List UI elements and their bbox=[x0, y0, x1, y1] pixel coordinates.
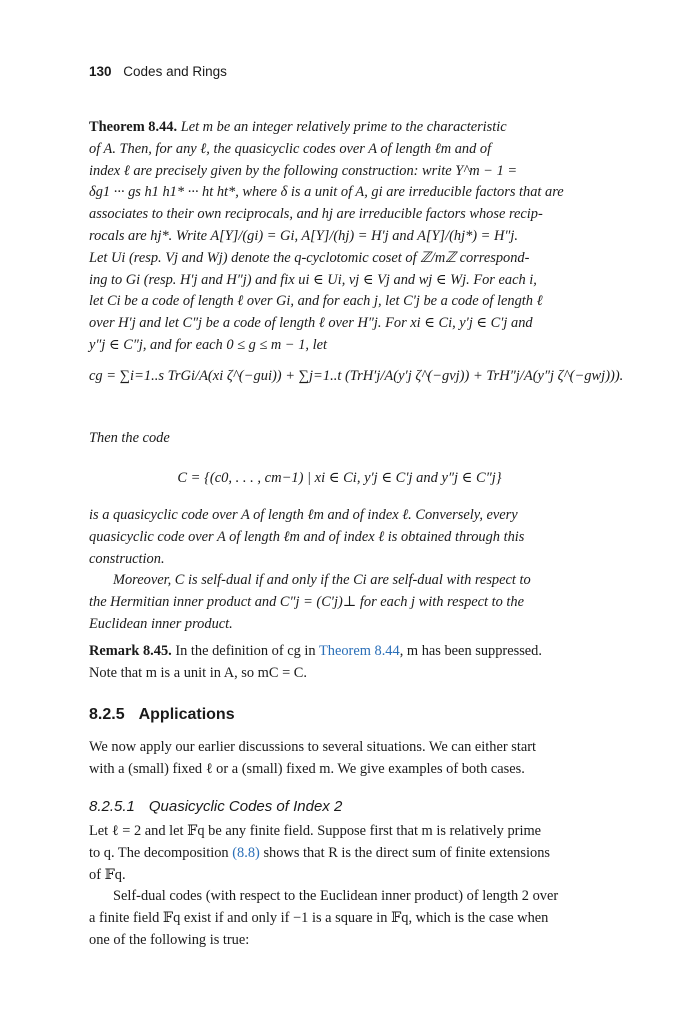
theorem-line: y″j ∈ C″j, and for each 0 ≤ g ≤ m − 1, let bbox=[89, 336, 328, 353]
subsection-heading bbox=[89, 798, 356, 815]
theorem-line: of A. Then, for any ℓ, the quasicyclic codes over A of length ℓm and of bbox=[89, 140, 492, 157]
conclusion-line: Euclidean inner product. bbox=[89, 615, 233, 632]
theorem-line: let Ci be a code of length ℓ over Gi, and for each j, let C′j be a code of length ℓ bbox=[89, 293, 543, 310]
subsection-line: of 𝔽q. bbox=[89, 866, 126, 883]
subsection-line: Self-dual codes (with respect to the Euclidean inner product) of length 2 over bbox=[113, 888, 559, 905]
section-heading bbox=[89, 706, 249, 724]
conclusion-line: is a quasicyclic code over A of length ℓm and of index ℓ. Conversely, every bbox=[89, 507, 518, 523]
subsection-line: a finite field 𝔽q exist if and only if −1 is a square in 𝔽q, which is the case when bbox=[89, 910, 549, 927]
subsection-title: Quasicyclic Codes of Index 2 bbox=[148, 798, 343, 815]
subsection-line: to q. The decomposition (8.8) shows that R is the direct sum of finite extensions bbox=[89, 844, 551, 861]
theorem-line: Theorem 8.44. Let m be an integer relatively prime to the characteristic bbox=[89, 119, 507, 135]
subsection-line: one of the following is true: bbox=[89, 931, 250, 948]
conclusion-line: Moreover, C is self-dual if and only if the Ci are self-dual with respect to bbox=[113, 572, 531, 589]
section-line: with a (small) fixed ℓ or a (small) fixed m. We give examples of both cases. bbox=[89, 760, 525, 777]
remark-label: Remark 8.45. bbox=[89, 643, 172, 659]
section-title: Applications bbox=[138, 706, 235, 723]
running-header bbox=[89, 64, 227, 79]
subsection-paragraph bbox=[89, 821, 590, 952]
theorem-8-44-link[interactable]: Theorem 8.44 bbox=[318, 643, 400, 659]
conclusion-line: construction. bbox=[89, 550, 165, 567]
equation-8-8-link[interactable]: (8.8) bbox=[232, 844, 260, 861]
theorem-line: Let Ui (resp. Vj and Wj) denote the q-cyclotomic coset of ℤ/mℤ correspond- bbox=[89, 249, 530, 266]
theorem-line: associates to their own reciprocals, and hj are irreducible factors whose recip- bbox=[89, 206, 543, 223]
theorem-line: δg1 ··· gs h1 h1* ··· ht ht*, where δ is a unit of A, gi are irreducible factors that are bbox=[89, 184, 564, 201]
theorem-8-44 bbox=[89, 117, 590, 357]
running-title: Codes and Rings bbox=[123, 64, 227, 79]
theorem-conclusion bbox=[89, 505, 590, 636]
section-number: 8.2.5 bbox=[89, 706, 125, 723]
theorem-label: Theorem 8.44. bbox=[89, 119, 178, 135]
conclusion-line: the Hermitian inner product and C″j = (C′j)⊥ for each j with respect to the bbox=[89, 594, 525, 611]
subsection-number: 8.2.5.1 bbox=[89, 798, 135, 815]
remark-line: Note that m is a unit in A, so mC = C. bbox=[89, 664, 307, 681]
theorem-line: over H′j and let C″j be a code of length ℓ over H″j. For xi ∈ Ci, y′j ∈ C′j and bbox=[89, 315, 533, 332]
remark-line: Remark 8.45. In the definition of cg in Theorem 8.44, m has been suppressed. bbox=[89, 643, 542, 659]
section-paragraph bbox=[89, 737, 590, 781]
remark-8-45 bbox=[89, 641, 590, 685]
equation-cg: cg = ∑i=1..s TrGi/A(xi ζ^(−gui)) + ∑j=1..t (TrH′j/A(y′j ζ^(−gvj)) + TrH″j/A(y″j ζ^(−gwj))). bbox=[89, 368, 624, 384]
subsection-line: Let ℓ = 2 and let 𝔽q be any finite field. Suppose first that m is relatively prime bbox=[89, 823, 542, 839]
then-text: Then the code bbox=[89, 430, 170, 446]
section-line: We now apply our earlier discussions to several situations. We can either start bbox=[89, 739, 537, 755]
equation-code-c: C = {(c0, . . . , cm−1) | xi ∈ Ci, y′j ∈ C′j and y″j ∈ C″j} bbox=[177, 470, 502, 486]
conclusion-line: quasicyclic code over A of length ℓm and of index ℓ is obtained through this bbox=[89, 528, 525, 545]
theorem-line: index ℓ are precisely given by the following construction: write Y^m − 1 = bbox=[89, 162, 518, 179]
page-number: 130 bbox=[89, 64, 112, 79]
theorem-line: ing to Gi (resp. H′j and H″j) and fix ui ∈ Ui, vj ∈ Vj and wj ∈ Wj. For each i, bbox=[89, 271, 537, 288]
theorem-line: rocals are hj*. Write A[Y]/(gi) = Gi, A[Y]/(hj) = H′j and A[Y]/(hj*) = H″j. bbox=[89, 227, 518, 244]
